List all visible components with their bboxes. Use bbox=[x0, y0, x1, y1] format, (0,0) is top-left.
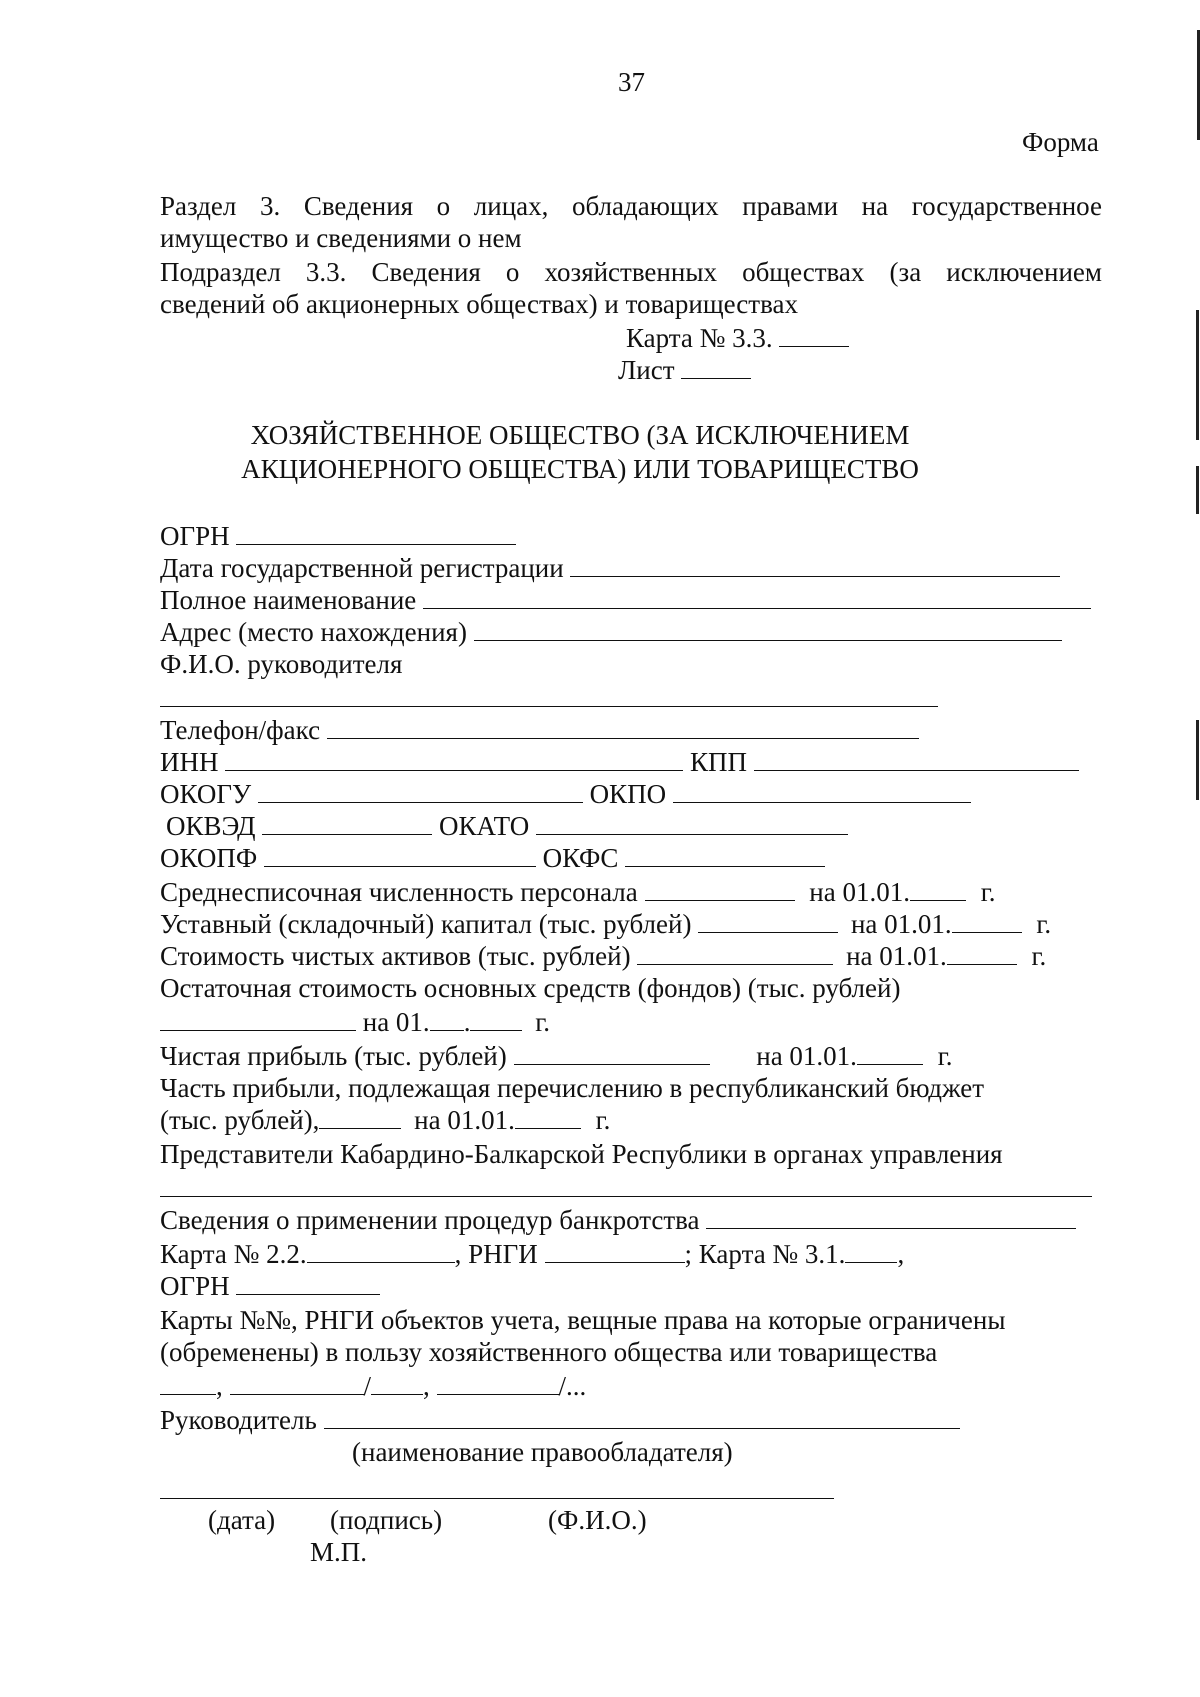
okved-label: ОКВЭД bbox=[166, 811, 256, 841]
head-label: Руководитель bbox=[160, 1405, 317, 1435]
okfs-label: ОКФС bbox=[542, 843, 619, 873]
charter-capital-row bbox=[160, 908, 1051, 940]
okved-blank[interactable] bbox=[262, 810, 432, 835]
signature-sign-caption: (подпись) bbox=[330, 1505, 443, 1535]
residual-value-date-label: на 01. bbox=[362, 1007, 430, 1037]
signature-date-caption: (дата) bbox=[208, 1505, 276, 1535]
ogrn2-row bbox=[160, 1270, 380, 1302]
kpp-blank[interactable] bbox=[754, 746, 1079, 771]
scan-edge-mark bbox=[1196, 310, 1199, 440]
card31-label: ; Карта № 3.1. bbox=[684, 1239, 846, 1269]
cards-blank-3[interactable] bbox=[371, 1370, 423, 1395]
okopf-label: ОКОПФ bbox=[160, 843, 258, 873]
okogu-label: ОКОГУ bbox=[160, 779, 252, 809]
residual-value-label: Остаточная стоимость основных средств (фондов) (тыс. рублей) bbox=[160, 973, 901, 1003]
address-blank[interactable] bbox=[474, 616, 1062, 641]
head-row bbox=[160, 1404, 960, 1436]
scan-edge-mark bbox=[1196, 466, 1199, 514]
okato-label: ОКАТО bbox=[439, 811, 530, 841]
ogrn2-label: ОГРН bbox=[160, 1271, 230, 1301]
okved-row bbox=[166, 810, 848, 842]
subsection-line-2: сведений об акционерных обществах) и товариществах bbox=[160, 289, 798, 319]
stamp-label: М.П. bbox=[310, 1537, 368, 1567]
residual-value-year-blank[interactable] bbox=[470, 1006, 522, 1031]
cards-blank-4[interactable] bbox=[437, 1370, 559, 1395]
reg-date-row bbox=[160, 552, 1060, 584]
full-name-blank[interactable] bbox=[423, 584, 1091, 609]
address-label: Адрес (место нахождения) bbox=[160, 617, 467, 647]
scan-edge-mark bbox=[1196, 720, 1199, 800]
profit-share-label: Часть прибыли, подлежащая перечислению в республиканский бюджет bbox=[160, 1073, 985, 1103]
inn-label: ИНН bbox=[160, 747, 219, 777]
bankruptcy-row bbox=[160, 1204, 1076, 1236]
profit-share-blank[interactable] bbox=[319, 1104, 401, 1129]
residual-value-month-blank[interactable] bbox=[430, 1006, 464, 1031]
charter-capital-date-label: на 01.01. bbox=[850, 909, 952, 939]
residual-value-year-suffix: г. bbox=[535, 1007, 550, 1037]
net-assets-label: Стоимость чистых активов (тыс. рублей) bbox=[160, 941, 631, 971]
section-line-2: имущество и сведениями о нем bbox=[160, 223, 522, 253]
form-title-line-2: АКЦИОНЕРНОГО ОБЩЕСТВА) ИЛИ ТОВАРИЩЕСТВО bbox=[241, 454, 919, 484]
residual-value-blank[interactable] bbox=[160, 1006, 356, 1031]
card31-comma: , bbox=[897, 1239, 905, 1269]
form-title-line-1: ХОЗЯЙСТВЕННОЕ ОБЩЕСТВО (ЗА ИСКЛЮЧЕНИЕМ bbox=[250, 420, 910, 450]
profit-share-label-2: (тыс. рублей), bbox=[160, 1105, 320, 1135]
holder-caption: (наименование правообладателя) bbox=[352, 1437, 733, 1467]
reg-date-label: Дата государственной регистрации bbox=[160, 553, 564, 583]
bankruptcy-label: Сведения о применении процедур банкротства bbox=[160, 1205, 700, 1235]
okopf-row bbox=[160, 842, 825, 874]
okogu-row bbox=[160, 778, 971, 810]
rngi-label: , РНГИ bbox=[454, 1239, 538, 1269]
net-profit-date-label: на 01.01. bbox=[756, 1041, 857, 1071]
representatives-label: Представители Кабардино-Балкарской Республики в органах управления bbox=[160, 1139, 1003, 1169]
staff-row bbox=[160, 876, 995, 908]
representatives-blank[interactable] bbox=[160, 1172, 1092, 1197]
ogrn-label: ОГРН bbox=[160, 521, 230, 551]
sheet-label: Лист bbox=[618, 355, 675, 385]
ogrn-blank[interactable] bbox=[236, 520, 516, 545]
staff-date-label: на 01.01. bbox=[809, 877, 910, 907]
net-assets-row bbox=[160, 940, 1046, 972]
net-profit-row bbox=[160, 1040, 952, 1072]
full-name-label: Полное наименование bbox=[160, 585, 417, 615]
cards-comma-2: , bbox=[423, 1371, 430, 1401]
net-assets-blank[interactable] bbox=[637, 940, 833, 965]
ogrn2-blank[interactable] bbox=[236, 1270, 380, 1295]
net-assets-year-blank[interactable] bbox=[947, 940, 1017, 965]
ogrn-row bbox=[160, 520, 516, 552]
staff-label: Среднесписочная численность персонала bbox=[160, 877, 638, 907]
phone-blank[interactable] bbox=[327, 714, 919, 739]
form-label: Форма bbox=[1022, 127, 1099, 157]
kpp-label: КПП bbox=[690, 747, 748, 777]
cards-slash-dots: /... bbox=[558, 1371, 587, 1401]
staff-blank[interactable] bbox=[645, 876, 795, 901]
card22-blank[interactable] bbox=[307, 1238, 455, 1263]
card-number-blank[interactable] bbox=[779, 322, 849, 347]
bankruptcy-blank[interactable] bbox=[706, 1204, 1076, 1229]
inn-row bbox=[160, 746, 1079, 778]
director-blank[interactable] bbox=[160, 682, 938, 707]
net-profit-year-blank[interactable] bbox=[857, 1040, 923, 1065]
subsection-line-1: Подраздел 3.3. Сведения о хозяйственных обществах (за исключением bbox=[160, 257, 1102, 287]
card-number bbox=[626, 322, 849, 354]
sheet-number bbox=[618, 354, 751, 386]
head-blank[interactable] bbox=[324, 1404, 960, 1429]
okopf-blank[interactable] bbox=[264, 842, 536, 867]
staff-year-suffix: г. bbox=[980, 877, 996, 907]
inn-blank[interactable] bbox=[225, 746, 683, 771]
net-profit-blank[interactable] bbox=[514, 1040, 710, 1065]
cards-comma-1: , bbox=[216, 1371, 223, 1401]
signature-fio-caption: (Ф.И.О.) bbox=[548, 1505, 647, 1535]
residual-value-row bbox=[160, 1006, 550, 1038]
residual-value-dot: . bbox=[463, 1007, 471, 1037]
charter-capital-label: Уставный (складочный) капитал (тыс. рублей) bbox=[160, 909, 692, 939]
section-line-1: Раздел 3. Сведения о лицах, обладающих правами на государственное bbox=[160, 191, 1102, 221]
profit-share-date-label: на 01.01. bbox=[414, 1105, 515, 1135]
address-row bbox=[160, 616, 1062, 648]
page-number: 37 bbox=[618, 67, 645, 97]
net-assets-year-suffix: г. bbox=[1031, 941, 1047, 971]
full-name-row bbox=[160, 584, 1091, 616]
phone-label: Телефон/факс bbox=[160, 715, 321, 745]
card-refs-row bbox=[160, 1238, 904, 1270]
reg-date-blank[interactable] bbox=[570, 552, 1060, 577]
card-number-label: Карта № 3.3. bbox=[626, 323, 773, 353]
cards-blanks-row bbox=[160, 1370, 586, 1402]
cards-blank-2[interactable] bbox=[230, 1370, 364, 1395]
director-label: Ф.И.О. руководителя bbox=[160, 649, 403, 679]
profit-share-year-blank[interactable] bbox=[515, 1104, 581, 1129]
signature-blank[interactable] bbox=[160, 1474, 834, 1499]
net-assets-date-label: на 01.01. bbox=[846, 941, 947, 971]
charter-capital-year-suffix: г. bbox=[1036, 909, 1052, 939]
okpo-label: ОКПО bbox=[589, 779, 667, 809]
net-profit-year-suffix: г. bbox=[937, 1041, 953, 1071]
net-profit-label: Чистая прибыль (тыс. рублей) bbox=[160, 1041, 507, 1071]
cards-slash-1: / bbox=[363, 1371, 372, 1401]
okato-blank[interactable] bbox=[536, 810, 848, 835]
cards-line-1: Карты №№, РНГИ объектов учета, вещные права на которые ограничены bbox=[160, 1305, 1006, 1335]
card22-label: Карта № 2.2. bbox=[160, 1239, 307, 1269]
charter-capital-blank[interactable] bbox=[698, 908, 838, 933]
phone-row bbox=[160, 714, 919, 746]
rngi-blank[interactable] bbox=[545, 1238, 685, 1263]
charter-capital-year-blank[interactable] bbox=[952, 908, 1022, 933]
sheet-blank[interactable] bbox=[681, 354, 751, 379]
okpo-blank[interactable] bbox=[673, 778, 971, 803]
cards-blank-1[interactable] bbox=[160, 1370, 216, 1395]
profit-share-year-suffix: г. bbox=[595, 1105, 611, 1135]
okfs-blank[interactable] bbox=[625, 842, 825, 867]
staff-year-blank[interactable] bbox=[910, 876, 966, 901]
cards-line-2: (обременены) в пользу хозяйственного общества или товарищества bbox=[160, 1337, 938, 1367]
card31-blank[interactable] bbox=[845, 1238, 897, 1263]
okogu-blank[interactable] bbox=[258, 778, 583, 803]
profit-share-row bbox=[160, 1104, 610, 1136]
